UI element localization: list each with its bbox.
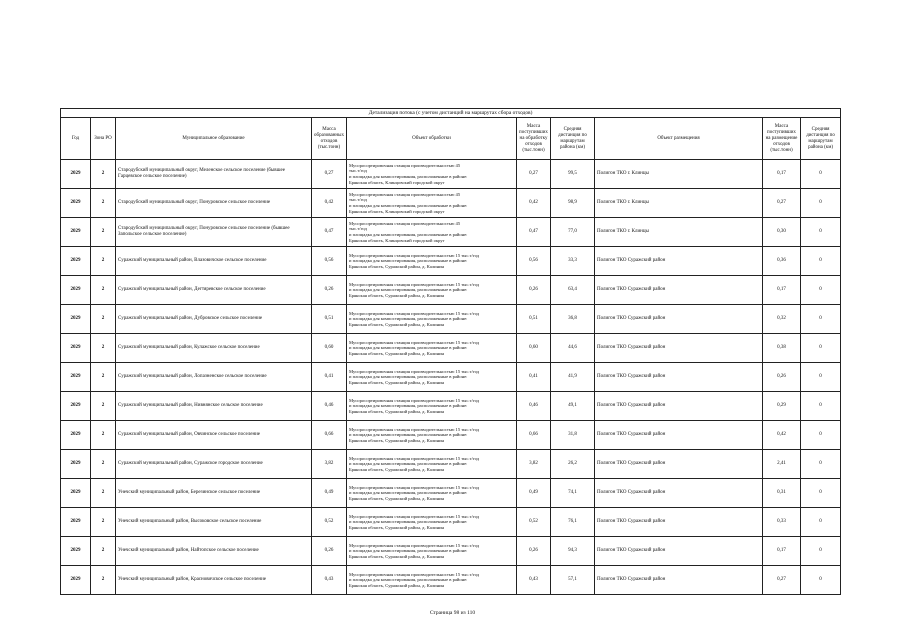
cell-mass-to-disposal: 0,33 xyxy=(763,508,801,537)
cell-treatment-object xyxy=(347,450,517,479)
table-body xyxy=(61,160,841,595)
cell-municipality: Суражский муниципальный район, Влазовичское сельское поселение xyxy=(116,247,312,276)
cell-mass-to-treatment: 0,66 xyxy=(517,421,551,450)
cell-treatment-object xyxy=(347,218,517,247)
cell-zone: 2 xyxy=(91,189,116,218)
treatment-object-line: Мусоросортировочная станция производительностью 15 тыс.т/год xyxy=(349,571,480,577)
table-row xyxy=(61,479,841,508)
cell-avg-distance-district: 0 xyxy=(801,450,841,479)
table-row xyxy=(61,334,841,363)
header-disposal-object: Объект размещения xyxy=(595,118,763,160)
cell-mass-to-disposal: 2,41 xyxy=(763,450,801,479)
cell-avg-distance-route: 74,1 xyxy=(551,479,595,508)
cell-avg-distance-route: 36,8 xyxy=(551,305,595,334)
cell-disposal-object: Полигон ТКО г. Клинцы xyxy=(595,160,763,189)
cell-municipality: Унечский муниципальный район, Красновичское сельское поселение xyxy=(116,566,312,595)
cell-disposal-object: Полигон ТКО Суражский район xyxy=(595,276,763,305)
header-row xyxy=(61,118,841,160)
cell-treatment-object xyxy=(347,334,517,363)
cell-mass-generated: 0,41 xyxy=(312,363,347,392)
treatment-object-line: Мусоросортировочная станция производительностью 45 xyxy=(349,220,461,226)
cell-zone: 2 xyxy=(91,334,116,363)
cell-mass-to-disposal: 0,17 xyxy=(763,160,801,189)
cell-disposal-object: Полигон ТКО Суражский район xyxy=(595,450,763,479)
cell-treatment-object xyxy=(347,479,517,508)
treatment-object-line: Брянская область, Суражский район, д. Калинин xyxy=(349,582,444,588)
table-row xyxy=(61,450,841,479)
cell-avg-distance-district: 0 xyxy=(801,537,841,566)
cell-year: 2029 xyxy=(61,276,91,305)
cell-mass-generated: 0,51 xyxy=(312,305,347,334)
treatment-object-line: Мусоросортировочная станция производительностью 15 тыс.т/год xyxy=(349,455,480,461)
treatment-object-line: Мусоросортировочная станция производительностью 45 xyxy=(349,191,461,197)
treatment-object-line: Мусоросортировочная станция производительностью 15 тыс.т/год xyxy=(349,484,480,490)
cell-zone: 2 xyxy=(91,566,116,595)
cell-disposal-object: Полигон ТКО г. Клинцы xyxy=(595,189,763,218)
treatment-object-line: тыс.т/год xyxy=(349,197,367,203)
cell-disposal-object: Полигон ТКО Суражский район xyxy=(595,479,763,508)
treatment-object-line: и площадка для компостирования, расположенные в районе: xyxy=(349,203,468,208)
cell-mass-to-disposal: 0,26 xyxy=(763,363,801,392)
cell-year: 2029 xyxy=(61,334,91,363)
treatment-object-line: Брянская область, Клинцовский городской округ xyxy=(349,237,445,243)
treatment-object-line: и площадка для компостирования, расположенные в районе: xyxy=(349,316,468,322)
treatment-object-line: Мусоросортировочная станция производительностью 15 тыс.т/год xyxy=(349,542,480,548)
header-mass-to-disposal: Масса поступивших на размещение отходов (тыс.тонн) xyxy=(763,118,801,160)
cell-avg-distance-route: 31,8 xyxy=(551,421,595,450)
treatment-object-line: Мусоросортировочная станция производительностью 45 xyxy=(349,162,461,168)
treatment-object-line: и площадка для компостирования, расположенные в районе: xyxy=(349,232,468,237)
treatment-object-line: и площадка для компостирования, расположенные в районе: xyxy=(349,174,468,179)
header-avg-distance-route: Средняя дистанция по маршрутам района (км) xyxy=(551,118,595,160)
cell-municipality: Стародубский муниципальный округ, Понуровское сельское поселение (бывшее Запольское сельское поселение) xyxy=(116,218,312,247)
header-avg-distance-district: Средняя дистанция по маршрутам района (км) xyxy=(801,118,841,160)
cell-municipality: Стародубский муниципальный округ, Понуровское сельское поселение xyxy=(116,189,312,218)
cell-mass-to-treatment: 0,46 xyxy=(517,392,551,421)
cell-year: 2029 xyxy=(61,189,91,218)
treatment-object-line: Брянская область, Суражский район, д. Калинин xyxy=(349,553,444,559)
cell-year: 2029 xyxy=(61,537,91,566)
cell-disposal-object: Полигон ТКО Суражский район xyxy=(595,334,763,363)
cell-year: 2029 xyxy=(61,160,91,189)
cell-avg-distance-route: 63,4 xyxy=(551,276,595,305)
cell-avg-distance-route: 41,9 xyxy=(551,363,595,392)
cell-mass-generated: 0,60 xyxy=(312,334,347,363)
cell-treatment-object xyxy=(347,305,517,334)
table-row xyxy=(61,305,841,334)
treatment-object-line: Мусоросортировочная станция производительностью 15 тыс.т/год xyxy=(349,513,480,519)
cell-avg-distance-district: 0 xyxy=(801,218,841,247)
cell-avg-distance-route: 57,1 xyxy=(551,566,595,595)
cell-zone: 2 xyxy=(91,392,116,421)
cell-avg-distance-route: 98,9 xyxy=(551,189,595,218)
cell-mass-to-treatment: 0,47 xyxy=(517,218,551,247)
cell-mass-to-disposal: 0,38 xyxy=(763,334,801,363)
cell-municipality: Суражский муниципальный район, Дегтяревское сельское поселение xyxy=(116,276,312,305)
treatment-object-line: Мусоросортировочная станция производительностью 15 тыс.т/год xyxy=(349,310,480,316)
cell-mass-to-treatment: 0,26 xyxy=(517,276,551,305)
treatment-object-line: Брянская область, Суражский район, д. Калинин xyxy=(349,350,444,356)
cell-mass-to-treatment: 0,26 xyxy=(517,537,551,566)
page-number: Страница 98 из 110 xyxy=(429,610,476,616)
cell-zone: 2 xyxy=(91,537,116,566)
table-row xyxy=(61,276,841,305)
cell-treatment-object xyxy=(347,247,517,276)
cell-year: 2029 xyxy=(61,450,91,479)
cell-treatment-object xyxy=(347,189,517,218)
header-mass-to-treatment: Масса поступивших на обработку отходов (тыс.тонн) xyxy=(517,118,551,160)
cell-zone: 2 xyxy=(91,508,116,537)
cell-avg-distance-district: 0 xyxy=(801,392,841,421)
cell-municipality: Суражский муниципальный район, Овчинское сельское поселение xyxy=(116,421,312,450)
cell-municipality: Суражский муниципальный район, Кулажское сельское поселение xyxy=(116,334,312,363)
treatment-object-line: Брянская область, Суражский район, д. Калинин xyxy=(349,263,444,269)
treatment-object-line: Мусоросортировочная станция производительностью 15 тыс.т/год xyxy=(349,281,480,287)
cell-mass-to-treatment: 0,51 xyxy=(517,305,551,334)
cell-avg-distance-route: 94,3 xyxy=(551,537,595,566)
table-row xyxy=(61,247,841,276)
cell-avg-distance-route: 26,2 xyxy=(551,450,595,479)
table-row xyxy=(61,189,841,218)
cell-mass-generated: 3,82 xyxy=(312,450,347,479)
treatment-object-line: и площадка для компостирования, расположенные в районе: xyxy=(349,345,468,351)
table-row xyxy=(61,160,841,189)
cell-year: 2029 xyxy=(61,508,91,537)
treatment-object-line: Мусоросортировочная станция производительностью 15 тыс.т/год xyxy=(349,368,480,374)
cell-treatment-object xyxy=(347,392,517,421)
treatment-object-line: тыс.т/год xyxy=(349,226,367,232)
header-municipality: Муниципальное образование xyxy=(116,118,312,160)
cell-avg-distance-district: 0 xyxy=(801,508,841,537)
cell-disposal-object: Полигон ТКО Суражский район xyxy=(595,247,763,276)
cell-avg-distance-district: 0 xyxy=(801,247,841,276)
cell-mass-generated: 0,27 xyxy=(312,160,347,189)
cell-zone: 2 xyxy=(91,421,116,450)
header-mass-generated: Масса образованных отходов (тыс.тонн) xyxy=(312,118,347,160)
cell-disposal-object: Полигон ТКО Суражский район xyxy=(595,363,763,392)
cell-disposal-object: Полигон ТКО Суражский район xyxy=(595,305,763,334)
treatment-object-line: Брянская область, Суражский район, д. Калинин xyxy=(349,495,444,501)
cell-avg-distance-route: 76,1 xyxy=(551,508,595,537)
treatment-object-line: Брянская область, Суражский район, д. Калинин xyxy=(349,321,444,327)
cell-mass-generated: 0,26 xyxy=(312,276,347,305)
treatment-object-line: и площадка для компостирования, расположенные в районе: xyxy=(349,374,468,380)
treatment-object-line: Брянская область, Клинцовский городской округ xyxy=(349,208,445,214)
cell-zone: 2 xyxy=(91,160,116,189)
document-sheet xyxy=(60,108,840,595)
treatment-object-line: Брянская область, Суражский район, д. Калинин xyxy=(349,379,444,385)
treatment-object-line: Брянская область, Суражский район, д. Калинин xyxy=(349,466,444,472)
cell-mass-to-treatment: 0,49 xyxy=(517,479,551,508)
cell-zone: 2 xyxy=(91,218,116,247)
cell-treatment-object xyxy=(347,363,517,392)
cell-mass-generated: 0,47 xyxy=(312,218,347,247)
cell-mass-generated: 0,52 xyxy=(312,508,347,537)
cell-mass-to-disposal: 0,30 xyxy=(763,218,801,247)
treatment-object-line: и площадка для компостирования, расположенные в районе: xyxy=(349,577,468,583)
table-row xyxy=(61,421,841,450)
treatment-object-line: Брянская область, Суражский район, д. Калинин xyxy=(349,524,444,530)
header-zone: Зона РО xyxy=(91,118,116,160)
treatment-object-line: Мусоросортировочная станция производительностью 15 тыс.т/год xyxy=(349,397,480,403)
cell-year: 2029 xyxy=(61,305,91,334)
cell-zone: 2 xyxy=(91,479,116,508)
cell-avg-distance-route: 33,3 xyxy=(551,247,595,276)
table-row xyxy=(61,363,841,392)
treatment-object-line: Брянская область, Суражский район, д. Калинин xyxy=(349,292,444,298)
cell-mass-generated: 0,42 xyxy=(312,189,347,218)
treatment-object-line: и площадка для компостирования, расположенные в районе: xyxy=(349,287,468,293)
cell-municipality: Суражский муниципальный район, Суражское городское поселение xyxy=(116,450,312,479)
cell-mass-to-treatment: 0,27 xyxy=(517,160,551,189)
cell-year: 2029 xyxy=(61,392,91,421)
cell-mass-to-treatment: 0,41 xyxy=(517,363,551,392)
cell-mass-generated: 0,49 xyxy=(312,479,347,508)
table-row xyxy=(61,508,841,537)
cell-mass-to-disposal: 0,36 xyxy=(763,247,801,276)
cell-municipality: Стародубский муниципальный округ, Меленское сельское поселение (бывшее Гарцевское сельское поселение) xyxy=(116,160,312,189)
cell-treatment-object xyxy=(347,508,517,537)
cell-mass-generated: 0,66 xyxy=(312,421,347,450)
cell-mass-to-treatment: 3,82 xyxy=(517,450,551,479)
cell-mass-generated: 0,46 xyxy=(312,392,347,421)
cell-disposal-object: Полигон ТКО Суражский район xyxy=(595,566,763,595)
treatment-object-line: Мусоросортировочная станция производительностью 15 тыс.т/год xyxy=(349,252,480,258)
treatment-object-line: Брянская область, Клинцовский городской округ xyxy=(349,179,445,185)
treatment-object-line: и площадка для компостирования, расположенные в районе: xyxy=(349,519,468,525)
cell-avg-distance-district: 0 xyxy=(801,160,841,189)
header-year: Год xyxy=(61,118,91,160)
cell-mass-generated: 0,43 xyxy=(312,566,347,595)
cell-municipality: Унечский муниципальный район, Найтопское сельское поселение xyxy=(116,537,312,566)
cell-avg-distance-route: 49,1 xyxy=(551,392,595,421)
table-caption: Детализация потока (с учетом дистанций на маршрутах сбора отходов) xyxy=(61,109,841,118)
cell-avg-distance-district: 0 xyxy=(801,479,841,508)
cell-mass-to-treatment: 0,60 xyxy=(517,334,551,363)
cell-zone: 2 xyxy=(91,363,116,392)
cell-avg-distance-route: 99,5 xyxy=(551,160,595,189)
cell-year: 2029 xyxy=(61,247,91,276)
cell-mass-to-disposal: 0,31 xyxy=(763,479,801,508)
cell-mass-generated: 0,26 xyxy=(312,537,347,566)
cell-disposal-object: Полигон ТКО Суражский район xyxy=(595,508,763,537)
cell-year: 2029 xyxy=(61,479,91,508)
cell-municipality: Суражский муниципальный район, Дубровское сельское поселение xyxy=(116,305,312,334)
cell-municipality: Унечский муниципальный район, Березинское сельское поселение xyxy=(116,479,312,508)
cell-disposal-object: Полигон ТКО Суражский район xyxy=(595,537,763,566)
header-treatment-object: Объект обработки xyxy=(347,118,517,160)
table-row xyxy=(61,218,841,247)
cell-zone: 2 xyxy=(91,450,116,479)
cell-avg-distance-district: 0 xyxy=(801,189,841,218)
treatment-object-line: и площадка для компостирования, расположенные в районе: xyxy=(349,403,468,409)
cell-disposal-object: Полигон ТКО Суражский район xyxy=(595,392,763,421)
cell-disposal-object: Полигон ТКО г. Клинцы xyxy=(595,218,763,247)
cell-mass-to-disposal: 0,42 xyxy=(763,421,801,450)
cell-mass-to-treatment: 0,43 xyxy=(517,566,551,595)
cell-zone: 2 xyxy=(91,305,116,334)
cell-avg-distance-district: 0 xyxy=(801,421,841,450)
cell-mass-to-disposal: 0,32 xyxy=(763,305,801,334)
treatment-object-line: и площадка для компостирования, расположенные в районе: xyxy=(349,258,468,264)
cell-year: 2029 xyxy=(61,566,91,595)
cell-avg-distance-district: 0 xyxy=(801,566,841,595)
cell-mass-to-disposal: 0,17 xyxy=(763,276,801,305)
cell-treatment-object xyxy=(347,276,517,305)
treatment-object-line: Брянская область, Суражский район, д. Калинин xyxy=(349,437,444,443)
treatment-object-line: и площадка для компостирования, расположенные в районе: xyxy=(349,490,468,496)
table-row xyxy=(61,566,841,595)
cell-avg-distance-district: 0 xyxy=(801,305,841,334)
cell-mass-to-treatment: 0,52 xyxy=(517,508,551,537)
cell-treatment-object xyxy=(347,537,517,566)
cell-year: 2029 xyxy=(61,363,91,392)
cell-zone: 2 xyxy=(91,247,116,276)
cell-mass-to-treatment: 0,56 xyxy=(517,247,551,276)
cell-avg-distance-district: 0 xyxy=(801,363,841,392)
cell-zone: 2 xyxy=(91,276,116,305)
cell-disposal-object: Полигон ТКО Суражский район xyxy=(595,421,763,450)
cell-treatment-object xyxy=(347,160,517,189)
cell-avg-distance-district: 0 xyxy=(801,334,841,363)
treatment-object-line: тыс.т/год xyxy=(349,168,367,174)
treatment-object-line: и площадка для компостирования, расположенные в районе: xyxy=(349,548,468,554)
cell-avg-distance-route: 77,0 xyxy=(551,218,595,247)
treatment-object-line: и площадка для компостирования, расположенные в районе: xyxy=(349,432,468,438)
cell-mass-to-treatment: 0,42 xyxy=(517,189,551,218)
cell-year: 2029 xyxy=(61,421,91,450)
treatment-object-line: Мусоросортировочная станция производительностью 15 тыс.т/год xyxy=(349,339,480,345)
cell-treatment-object xyxy=(347,566,517,595)
cell-municipality: Суражский муниципальный район, Лопазненское сельское поселение xyxy=(116,363,312,392)
cell-mass-to-disposal: 0,27 xyxy=(763,566,801,595)
cell-mass-generated: 0,56 xyxy=(312,247,347,276)
table-row xyxy=(61,537,841,566)
treatment-object-line: Мусоросортировочная станция производительностью 15 тыс.т/год xyxy=(349,426,480,432)
cell-treatment-object xyxy=(347,421,517,450)
cell-mass-to-disposal: 0,17 xyxy=(763,537,801,566)
treatment-object-line: и площадка для компостирования, расположенные в районе: xyxy=(349,461,468,467)
table-row xyxy=(61,392,841,421)
treatment-object-line: Брянская область, Суражский район, д. Калинин xyxy=(349,408,444,414)
cell-municipality: Суражский муниципальный район, Нивнянское сельское поселение xyxy=(116,392,312,421)
cell-avg-distance-route: 44,6 xyxy=(551,334,595,363)
cell-year: 2029 xyxy=(61,218,91,247)
cell-mass-to-disposal: 0,29 xyxy=(763,392,801,421)
waste-flow-table xyxy=(60,108,841,595)
cell-mass-to-disposal: 0,27 xyxy=(763,189,801,218)
cell-municipality: Унечский муниципальный район, Высоковское сельское поселение xyxy=(116,508,312,537)
cell-avg-distance-district: 0 xyxy=(801,276,841,305)
